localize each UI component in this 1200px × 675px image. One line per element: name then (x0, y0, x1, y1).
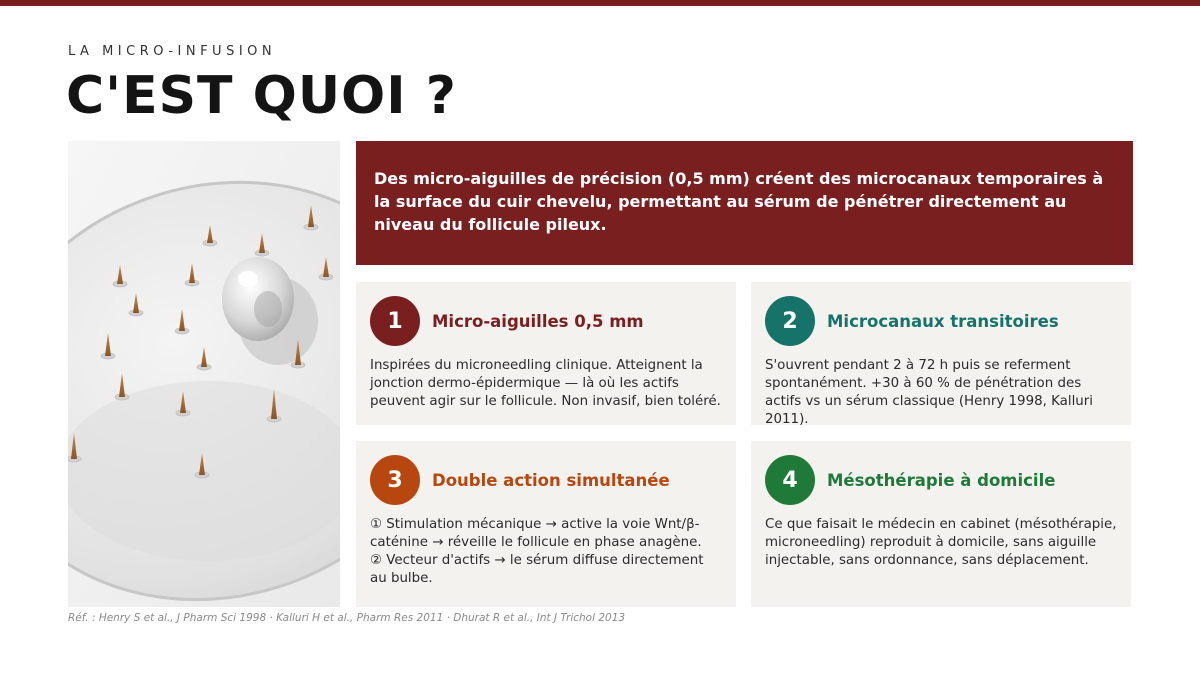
feature-card-3 (356, 441, 736, 607)
card-text: Ce que faisait le médecin en cabinet (mésothérapie, microneedling) reproduit à domicile, sans aiguille injectable, sans ordonnance, sans déplacement. (765, 517, 1117, 568)
number-badge: 4 (765, 455, 815, 505)
reference-note: Réf. : Henry S et al., J Pharm Sci 1998 · Kalluri H et al., Pharm Res 2011 · Dhurat R et al., Int J Trichol 2013 (68, 612, 626, 624)
card-title: Microcanaux transitoires (827, 312, 1059, 331)
card-body (765, 357, 1119, 429)
card-title: Mésothérapie à domicile (827, 471, 1056, 490)
card-text: ② Vecteur d'actifs → le sérum diffuse directement au bulbe. (370, 553, 704, 586)
card-text: Inspirées du microneedling clinique. Atteignent la jonction dermo-épidermique — là où les actifs peuvent agir sur le follicule. Non invasif, bien toléré. (370, 358, 721, 409)
feature-card-4 (751, 441, 1131, 607)
card-title: Double action simultanée (432, 471, 670, 490)
card-title: Micro-aiguilles 0,5 mm (432, 312, 644, 331)
top-accent-bar (0, 0, 1200, 6)
number-badge: 3 (370, 455, 420, 505)
microneedle-photo (68, 141, 340, 607)
number-badge: 1 (370, 296, 420, 346)
card-body (370, 516, 724, 588)
card-text: ① Stimulation mécanique → active la voie Wnt/β-caténine → réveille le follicule en phase anagène. (370, 517, 702, 550)
card-text: S'ouvrent pendant 2 à 72 h puis se referment spontanément. +30 à 60 % de pénétration des actifs vs un sérum classique (Henry 1998, Kalluri 2011). (765, 358, 1094, 427)
page-title: C'EST QUOI ? (66, 66, 457, 126)
feature-card-1 (356, 282, 736, 425)
card-body (370, 357, 724, 411)
number-badge: 2 (765, 296, 815, 346)
eyebrow-label: LA MICRO-INFUSION (68, 44, 277, 59)
card-body (765, 516, 1119, 570)
feature-card-2 (751, 282, 1131, 425)
intro-banner: Des micro-aiguilles de précision (0,5 mm) créent des microcanaux temporaires à la surface du cuir chevelu, permettant au sérum de pénétrer directement au niveau du follicule pileux. (356, 141, 1133, 265)
